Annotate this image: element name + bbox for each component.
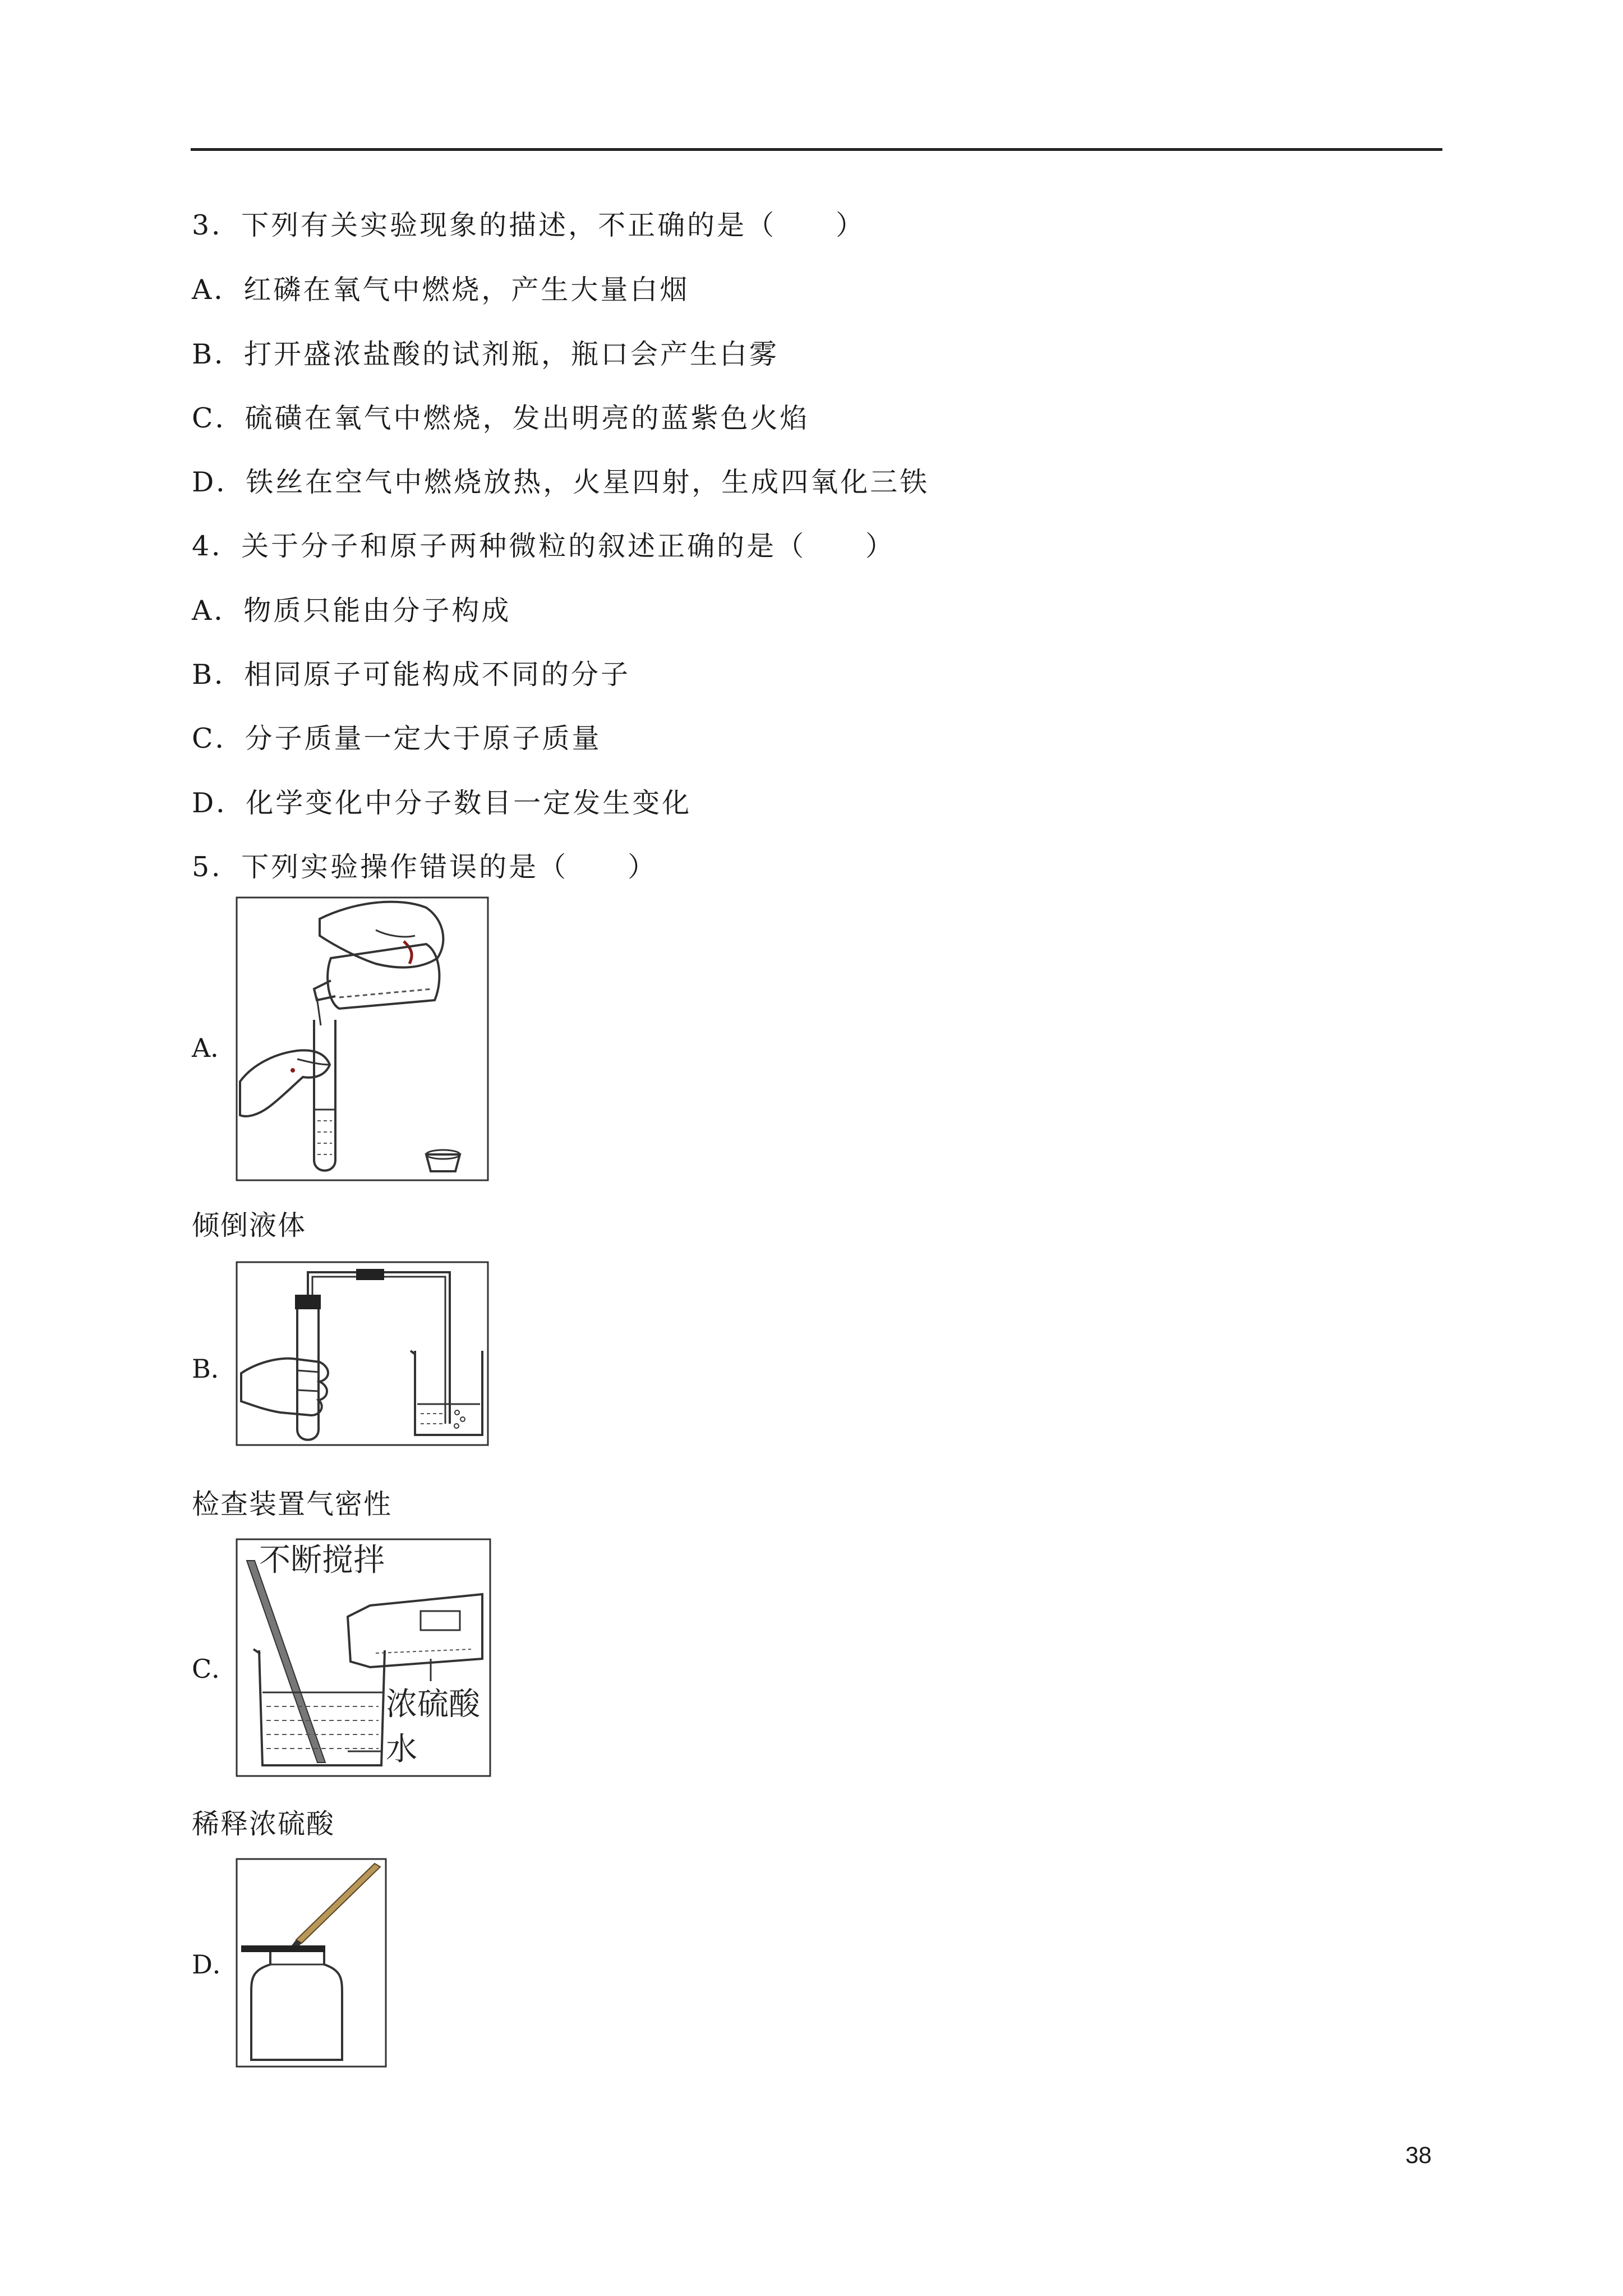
acid-label: 浓硫酸 [386, 1686, 480, 1723]
question-5-option-c-label: C． [192, 1654, 238, 1684]
question-4-option-b: B．相同原子可能构成不同的分子 [192, 659, 631, 691]
stir-label: 不断搅拌 [259, 1542, 385, 1579]
question-4-option-c: C．分子质量一定大于原子质量 [192, 723, 602, 754]
question-3-option-d: D．铁丝在空气中燃烧放热，火星四射，生成四氧化三铁 [192, 466, 930, 498]
question-5-stem: 5．下列实验操作错误的是（ ） [192, 851, 658, 883]
question-3-option-a: A．红磷在氧气中燃烧，产生大量白烟 [192, 274, 690, 306]
question-5-option-b-caption: 检查装置气密性 [192, 1488, 393, 1520]
header-rule [191, 148, 1442, 151]
question-5-option-d-label: D． [192, 1949, 238, 1980]
water-label: 水 [386, 1731, 417, 1768]
question-4-stem: 4．关于分子和原子两种微粒的叙述正确的是（ ） [192, 530, 896, 562]
question-4-option-d: D．化学变化中分子数目一定发生变化 [192, 787, 692, 819]
question-5-option-a-caption: 倾倒液体 [192, 1209, 307, 1241]
question-5-option-b-label: B． [192, 1354, 237, 1384]
pouring-liquid-figure [236, 896, 489, 1181]
bottle-spatula-figure [236, 1858, 387, 2068]
question-5-option-a-label: A． [192, 1033, 237, 1063]
question-3-option-c: C．硫磺在氧气中燃烧，发出明亮的蓝紫色火焰 [192, 402, 810, 434]
question-3-stem: 3．下列有关实验现象的描述，不正确的是（ ） [192, 209, 866, 241]
air-tightness-figure [236, 1261, 489, 1446]
question-5-option-c-caption: 稀释浓硫酸 [192, 1808, 335, 1840]
question-4-option-a: A．物质只能由分子构成 [192, 595, 511, 627]
page-number: 38 [1405, 2142, 1432, 2168]
dilute-sulfuric-acid-figure [236, 1538, 491, 1777]
question-3-option-b: B．打开盛浓盐酸的试剂瓶，瓶口会产生白雾 [192, 338, 780, 370]
